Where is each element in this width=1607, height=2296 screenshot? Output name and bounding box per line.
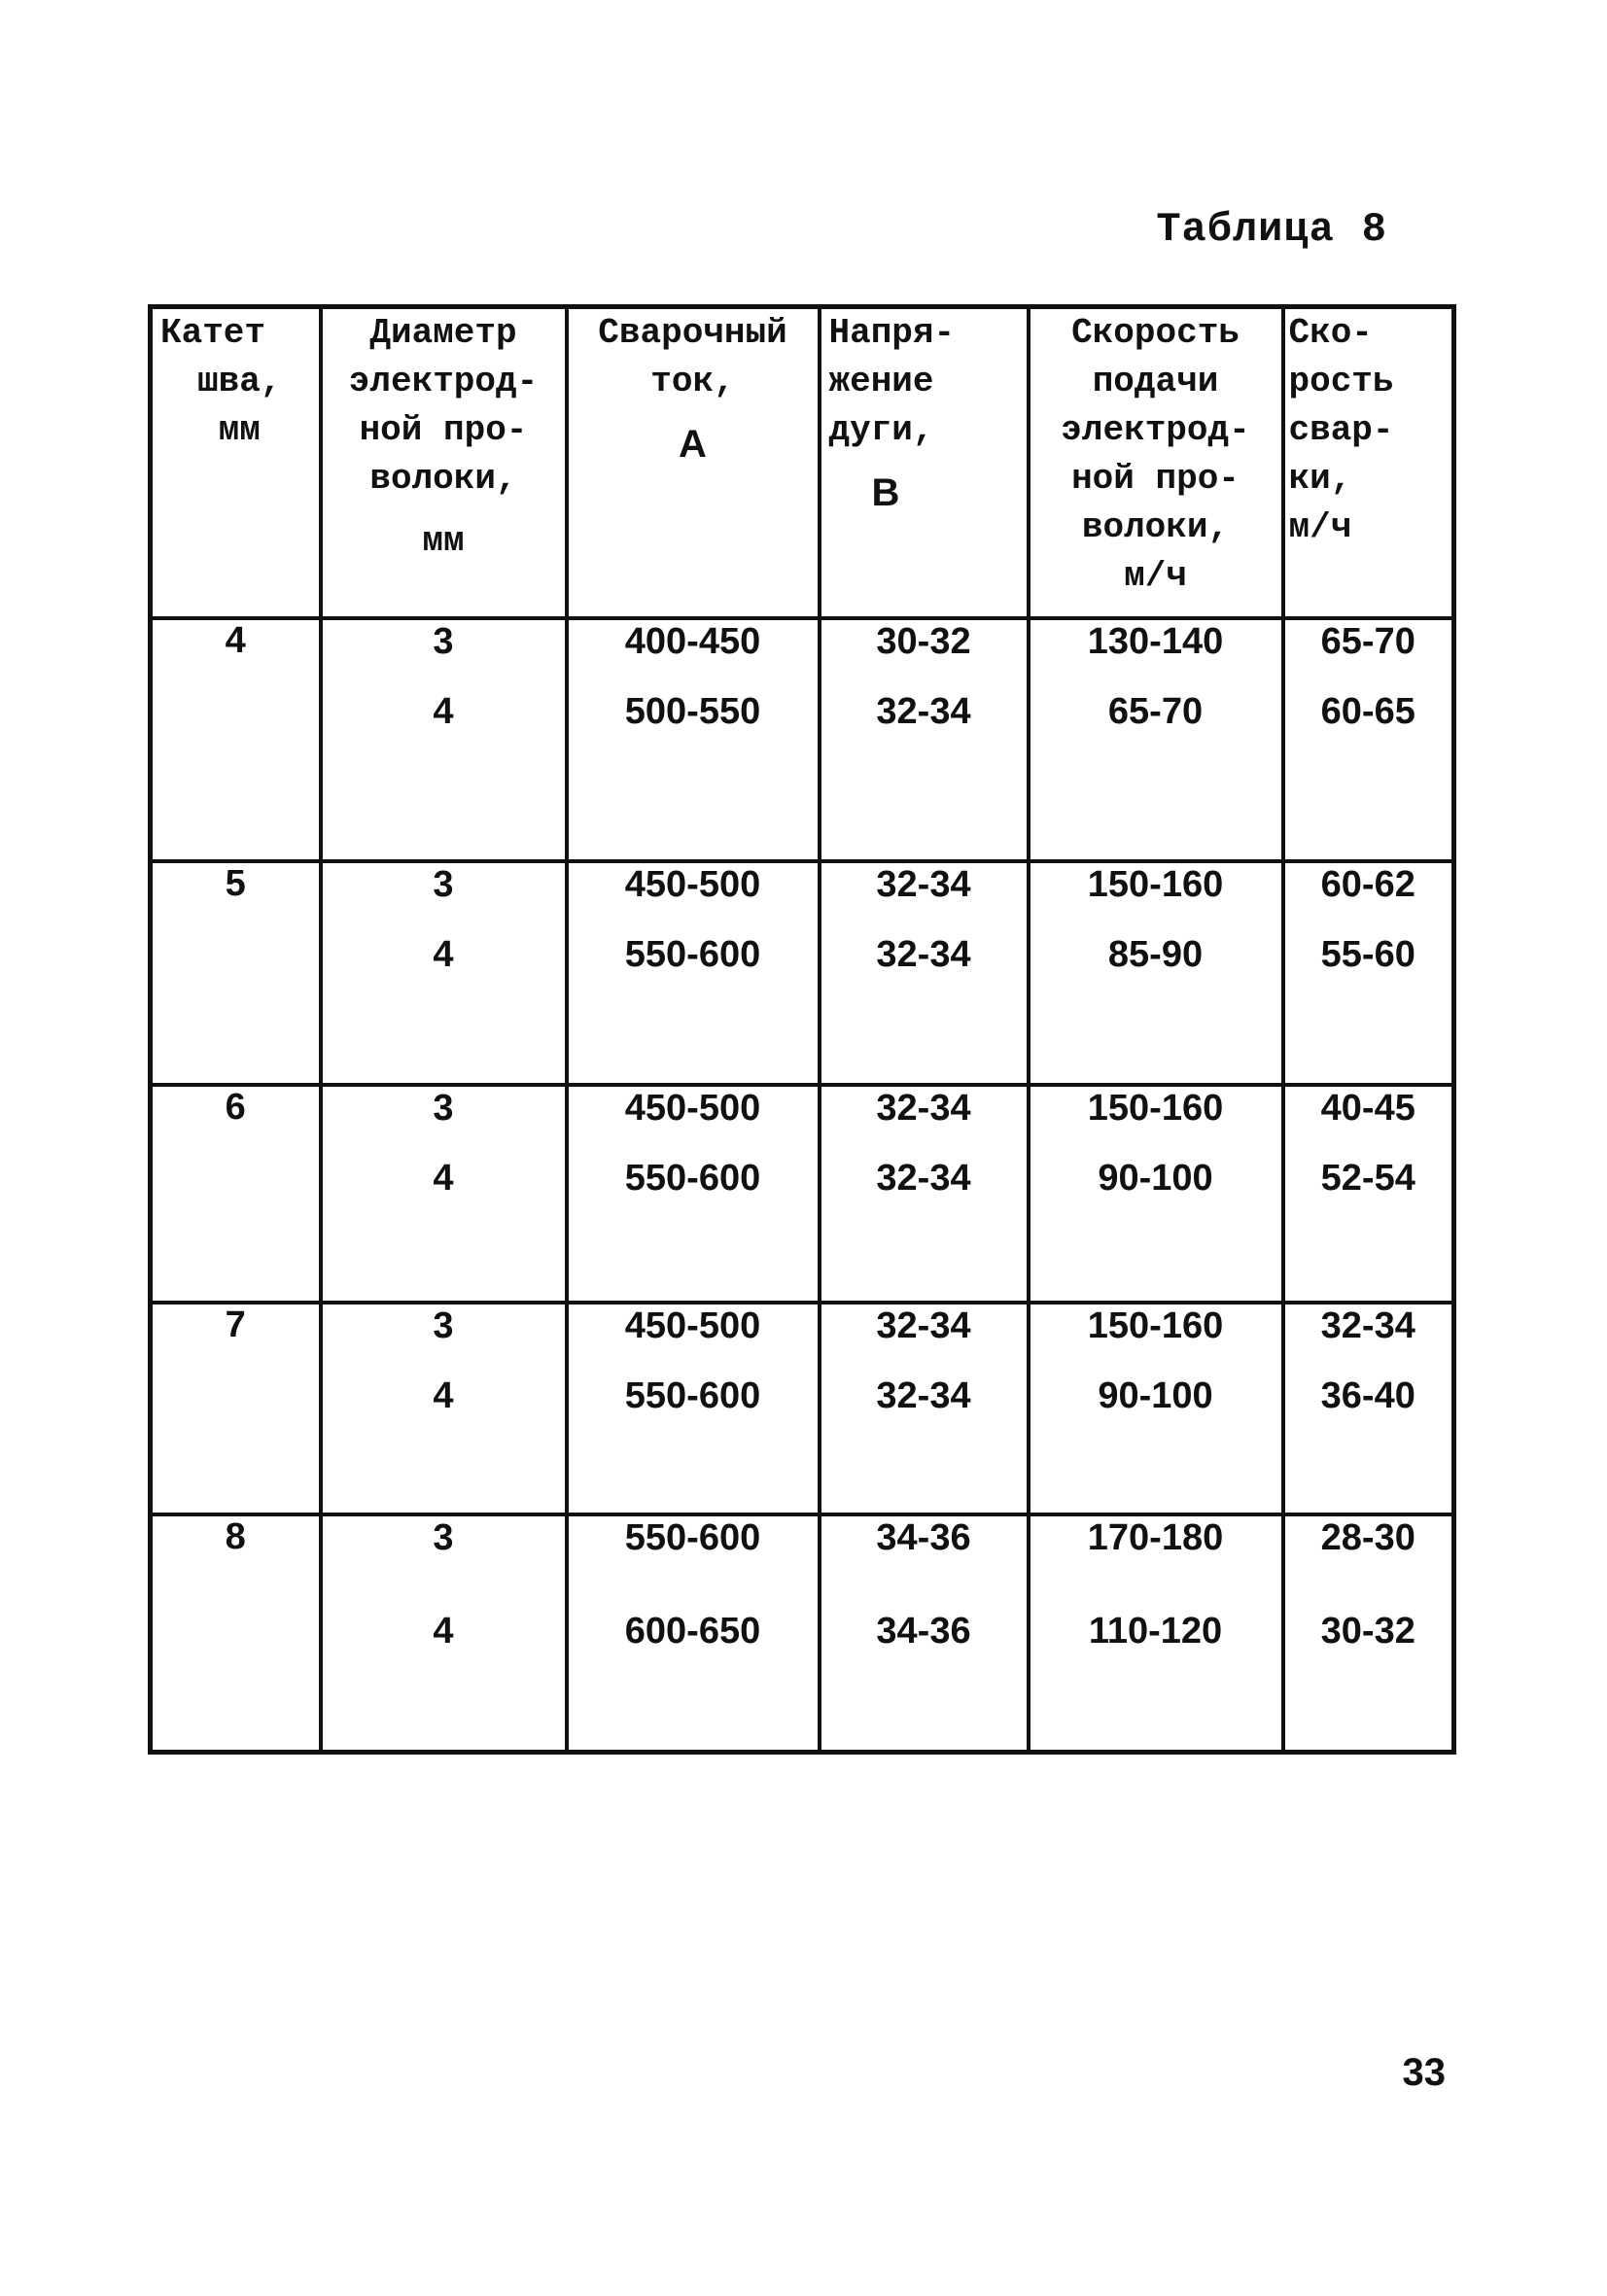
cell-catet: 8 bbox=[151, 1514, 321, 1752]
header-row bbox=[151, 307, 1454, 619]
cell-current bbox=[567, 1303, 820, 1514]
header-welding-speed bbox=[1283, 307, 1454, 619]
value: 60-62 bbox=[1320, 864, 1415, 905]
cell-voltage bbox=[820, 861, 1029, 1085]
table-row bbox=[151, 1303, 1454, 1514]
header-line: м/ч bbox=[1288, 507, 1352, 547]
header-line: ки, bbox=[1288, 459, 1352, 499]
value: 32-34 bbox=[1320, 1305, 1415, 1346]
cell-feed bbox=[1029, 1303, 1283, 1514]
header-unit: В bbox=[871, 471, 900, 514]
value: 130-140 bbox=[1087, 621, 1224, 662]
header-line: Катет bbox=[160, 313, 266, 353]
cell-current bbox=[567, 618, 820, 861]
header-line: жение bbox=[828, 362, 934, 401]
value: 4 bbox=[433, 1375, 454, 1416]
cell-diameter bbox=[321, 618, 567, 861]
cell-current bbox=[567, 861, 820, 1085]
cell-current bbox=[567, 1085, 820, 1303]
cell-diameter bbox=[321, 861, 567, 1085]
value: 3 bbox=[433, 1305, 454, 1346]
value: 450-500 bbox=[624, 864, 761, 905]
value: 150-160 bbox=[1087, 1305, 1224, 1346]
header-line: м/ч bbox=[1124, 556, 1187, 596]
value: 36-40 bbox=[1320, 1375, 1415, 1416]
value: 52-54 bbox=[1320, 1158, 1415, 1199]
value: 30-32 bbox=[1320, 1611, 1415, 1652]
cell-speed bbox=[1283, 1085, 1454, 1303]
cell-diameter bbox=[321, 1085, 567, 1303]
cell-speed bbox=[1283, 1514, 1454, 1752]
value: 32-34 bbox=[876, 1158, 971, 1199]
cell-feed bbox=[1029, 618, 1283, 861]
table-caption-label: Таблица bbox=[1156, 206, 1335, 253]
value: 170-180 bbox=[1087, 1517, 1224, 1558]
value: 150-160 bbox=[1087, 1088, 1224, 1129]
value: 3 bbox=[433, 1517, 454, 1558]
value: 550-600 bbox=[624, 934, 761, 975]
header-line: мм bbox=[218, 410, 261, 450]
value: 450-500 bbox=[624, 1305, 761, 1346]
cell-catet: 5 bbox=[151, 861, 321, 1085]
value: 550-600 bbox=[624, 1517, 761, 1558]
value: 40-45 bbox=[1320, 1088, 1415, 1129]
header-line: свар- bbox=[1288, 410, 1394, 450]
header-feed-speed bbox=[1029, 307, 1283, 619]
value: 4 bbox=[433, 934, 454, 975]
value: 32-34 bbox=[876, 1305, 971, 1346]
header-line: волоки, bbox=[369, 459, 517, 499]
value: 32-34 bbox=[876, 864, 971, 905]
header-line: Диаметр bbox=[369, 313, 517, 353]
value: 55-60 bbox=[1320, 934, 1415, 975]
cell-speed bbox=[1283, 861, 1454, 1085]
cell-catet: 7 bbox=[151, 1303, 321, 1514]
cell-voltage bbox=[820, 1085, 1029, 1303]
value: 150-160 bbox=[1087, 864, 1224, 905]
table-row bbox=[151, 861, 1454, 1085]
value: 32-34 bbox=[876, 1375, 971, 1416]
cell-speed bbox=[1283, 1303, 1454, 1514]
table-caption bbox=[1156, 206, 1387, 253]
value: 85-90 bbox=[1107, 934, 1204, 975]
header-line: ной про- bbox=[1071, 459, 1240, 499]
value: 4 bbox=[433, 1611, 454, 1652]
cell-catet: 4 bbox=[151, 618, 321, 861]
value: 3 bbox=[433, 621, 454, 662]
value: 32-34 bbox=[876, 934, 971, 975]
cell-voltage bbox=[820, 618, 1029, 861]
table-row bbox=[151, 618, 1454, 861]
value: 550-600 bbox=[624, 1158, 761, 1199]
table-row bbox=[151, 1514, 1454, 1752]
value: 90-100 bbox=[1098, 1158, 1213, 1199]
header-line: ной про- bbox=[359, 410, 528, 450]
header-diameter bbox=[321, 307, 567, 619]
header-line: Скорость bbox=[1071, 313, 1240, 353]
header-line: Напря- bbox=[828, 313, 956, 353]
value: 65-70 bbox=[1107, 691, 1204, 732]
value: 34-36 bbox=[876, 1517, 971, 1558]
welding-parameters-table bbox=[148, 304, 1456, 1755]
value: 400-450 bbox=[624, 621, 761, 662]
value: 3 bbox=[433, 864, 454, 905]
value: 28-30 bbox=[1320, 1517, 1415, 1558]
value: 4 bbox=[433, 1158, 454, 1199]
cell-feed bbox=[1029, 1085, 1283, 1303]
value: 65-70 bbox=[1320, 621, 1415, 662]
header-unit: А bbox=[679, 423, 707, 466]
header-line: ток, bbox=[650, 362, 735, 401]
value: 32-34 bbox=[876, 691, 971, 732]
header-line: шва, bbox=[197, 362, 282, 401]
header-line: волоки, bbox=[1081, 507, 1230, 547]
value: 550-600 bbox=[624, 1375, 761, 1416]
value: 3 bbox=[433, 1088, 454, 1129]
value: 4 bbox=[433, 691, 454, 732]
cell-diameter bbox=[321, 1514, 567, 1752]
header-line: электрод- bbox=[1061, 410, 1250, 450]
header-line: электрод- bbox=[348, 362, 539, 401]
page-number: 33 bbox=[1402, 2051, 1446, 2094]
cell-current bbox=[567, 1514, 820, 1752]
value: 32-34 bbox=[876, 1088, 971, 1129]
header-line: подачи bbox=[1092, 362, 1219, 401]
value: 34-36 bbox=[876, 1611, 971, 1652]
value: 60-65 bbox=[1320, 691, 1415, 732]
value: 600-650 bbox=[624, 1611, 761, 1652]
table-caption-number: 8 bbox=[1361, 206, 1387, 253]
value: 500-550 bbox=[624, 691, 761, 732]
value: 30-32 bbox=[876, 621, 971, 662]
header-voltage bbox=[820, 307, 1029, 619]
header-unit: мм bbox=[422, 521, 465, 561]
cell-diameter bbox=[321, 1303, 567, 1514]
value: 110-120 bbox=[1088, 1611, 1223, 1652]
cell-speed bbox=[1283, 618, 1454, 861]
header-catet bbox=[151, 307, 321, 619]
value: 450-500 bbox=[624, 1088, 761, 1129]
cell-feed bbox=[1029, 861, 1283, 1085]
cell-catet: 6 bbox=[151, 1085, 321, 1303]
cell-voltage bbox=[820, 1303, 1029, 1514]
header-line: Сварочный bbox=[598, 313, 787, 353]
header-current bbox=[567, 307, 820, 619]
cell-voltage bbox=[820, 1514, 1029, 1752]
header-line: Ско- bbox=[1288, 313, 1373, 353]
table-row bbox=[151, 1085, 1454, 1303]
value: 90-100 bbox=[1098, 1375, 1213, 1416]
header-line: дуги, bbox=[828, 410, 934, 450]
header-line: рость bbox=[1288, 362, 1394, 401]
cell-feed bbox=[1029, 1514, 1283, 1752]
